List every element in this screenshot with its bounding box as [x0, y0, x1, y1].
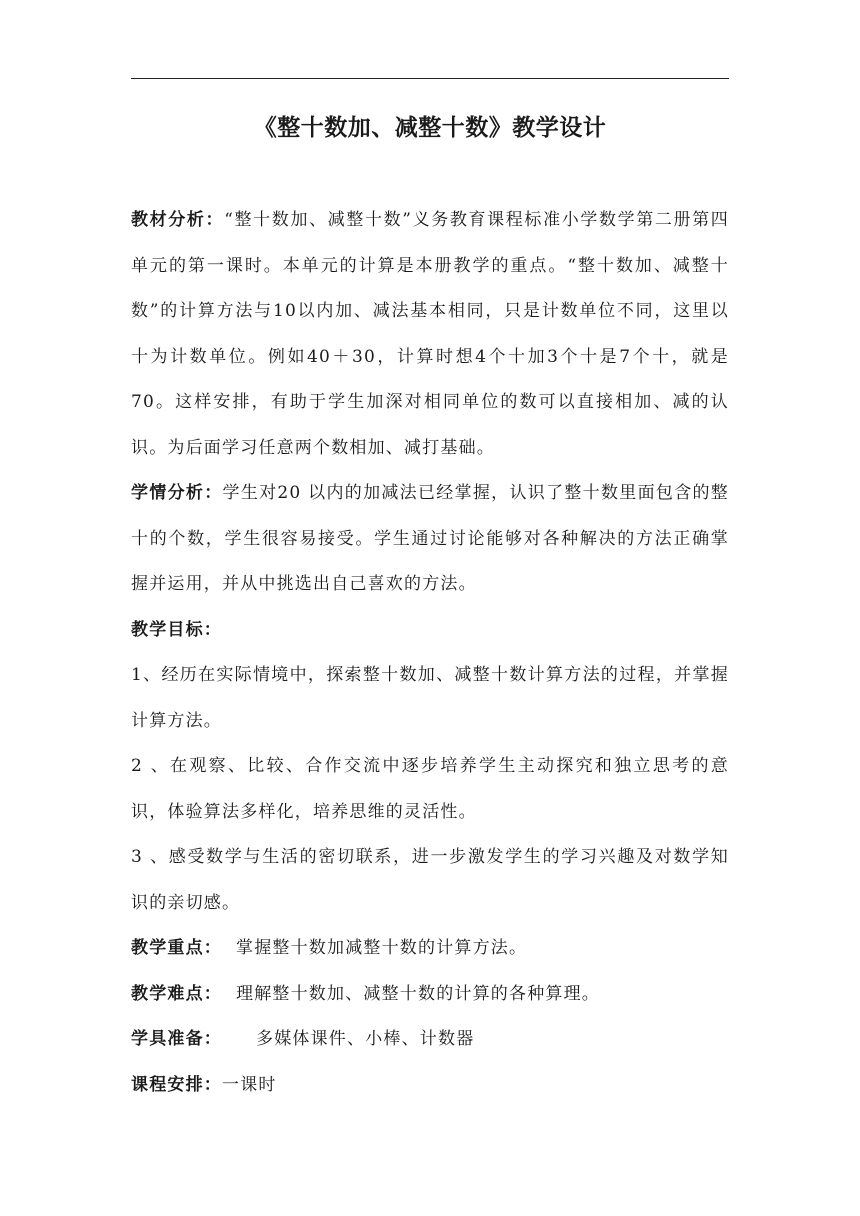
document-body — [131, 198, 729, 1108]
objective-item-3: 3 、感受数学与生活的密切联系，进一步激发学生的学习兴趣及对数学知识的亲切感。 — [131, 847, 729, 913]
student-analysis-label: 学情分析： — [131, 483, 223, 503]
materials-text: 多媒体课件、小棒、计数器 — [256, 1029, 475, 1049]
schedule-paragraph — [131, 1063, 729, 1109]
material-analysis-text: “整十数加、减整十数”义务教育课程标准小学数学第二册第四单元的第一课时。本单元的计算是本册教学的重点。“整十数加、减整十数”的计算方法与10以内加、减法基本相同，只是计数单位不同，这里以十为计数单位。例如40＋30，计算时想4个十加3个十是7个十，就是70。这样安排，有助于学生加深对相同单位的数可以直接相加、减的认识。为后面学习任意两个数相加、减打基础。 — [131, 210, 730, 458]
materials-label: 学具准备： — [131, 1029, 222, 1049]
difficulty-label: 教学难点： — [131, 983, 222, 1004]
key-point-text: 掌握整十数加减整十数的计算方法。 — [236, 938, 528, 958]
student-analysis-paragraph — [131, 471, 729, 608]
objective-item-1: 1、经历在实际情境中，探索整十数加、减整十数计算方法的过程，并掌握计算方法。 — [131, 665, 729, 731]
material-analysis-paragraph — [131, 198, 729, 471]
student-analysis-text: 学生对20 以内的加减法已经掌握，认识了整十数里面包含的整十的个数，学生很容易接受。学生通过讨论能够对各种解决的方法正确掌握并运用，并从中挑选出自己喜欢的方法。 — [131, 483, 729, 594]
objectives-heading-paragraph — [131, 608, 729, 654]
materials-paragraph — [131, 1017, 729, 1063]
material-analysis-label: 教材分析： — [131, 210, 225, 230]
document-title: 《整十数加、减整十数》教学设计 — [253, 115, 607, 141]
difficulty-text: 理解整十数加、减整十数的计算的各种算理。 — [236, 983, 600, 1004]
key-point-label: 教学重点： — [131, 938, 222, 958]
schedule-label: 课程安排： — [131, 1074, 222, 1095]
objective-item-2: 2 、在观察、比较、合作交流中逐步培养学生主动探究和独立思考的意识，体验算法多样化，培养思维的灵活性。 — [131, 756, 729, 822]
schedule-text: 一课时 — [222, 1074, 277, 1095]
key-point-paragraph — [131, 926, 729, 972]
objectives-label: 教学目标： — [131, 619, 222, 640]
difficulty-paragraph — [131, 972, 729, 1018]
header-rule — [131, 78, 729, 79]
